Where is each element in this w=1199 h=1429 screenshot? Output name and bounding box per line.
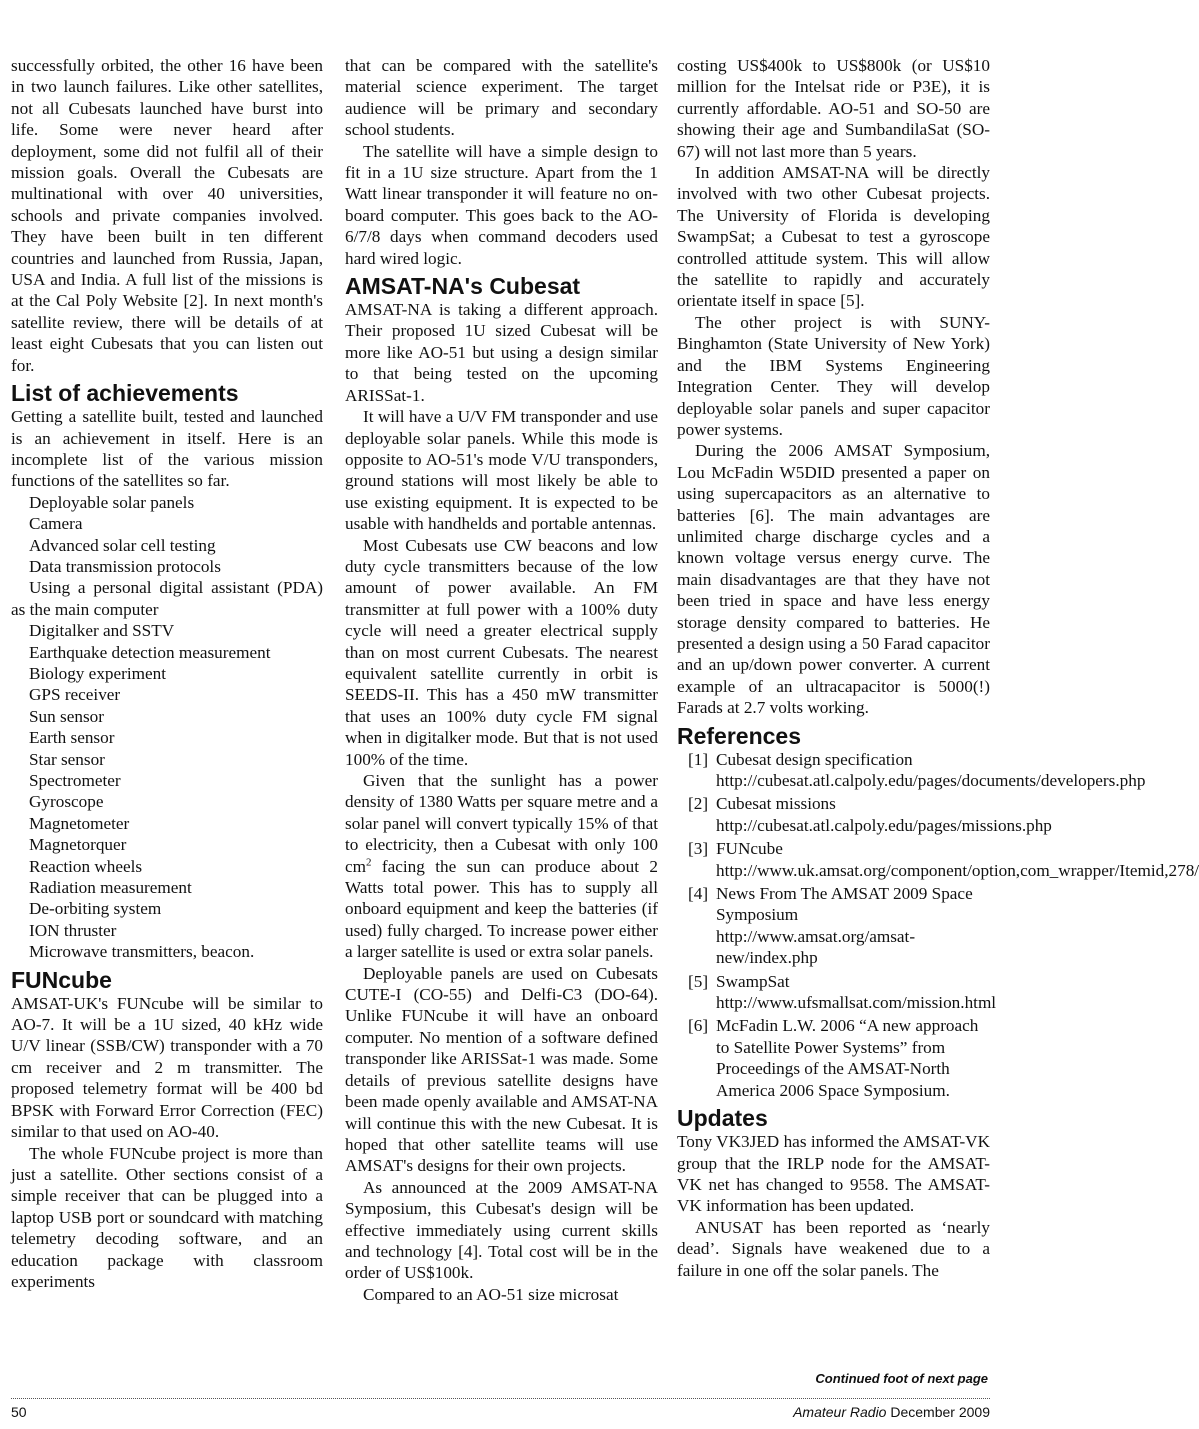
achievements-heading: List of achievements <box>11 380 239 407</box>
list-item: Star sensor <box>29 749 105 769</box>
list-item: ION thruster <box>29 920 117 940</box>
list-item: Deployable solar panels <box>29 492 195 512</box>
footer-divider <box>11 1398 990 1399</box>
references-list <box>677 749 1199 1102</box>
list-item: Data transmission protocols <box>29 556 221 576</box>
publication-footer <box>793 1404 990 1420</box>
list-item: Radiation measurement <box>29 878 192 898</box>
list-item: Earth sensor <box>29 728 115 748</box>
list-item: Camera <box>29 514 83 534</box>
intro-paragraph: successfully orbited, the other 16 have been in two launch failures. Like other satellites, not all Cubesats launched have burst into life. Some were never heard after deployment, some did not fulfil all of their mission goals. Overall the Cubesats are multinational with over 40 universities, schools and private companies involved. They have been built in ten different countries and launched from Russia, Japan, USA and India. A full list of the missions is at the Cal Poly Website [2]. In next month's satellite review, there will be details of at least eight Cubesats that you can listen out for. <box>11 56 323 375</box>
paragraph: In addition AMSAT-NA will be directly involved with two other Cubesat projects. The University of Florida is developing SwampSat; a Cubesat to test a gyroscope controlled attitude system. This will allow the satellite to rapidly and accurately orientate itself in space [5]. <box>677 163 990 311</box>
paragraph: ANUSAT has been reported as ‘nearly dead’. Signals have weakened due to a failure in one off the solar panels. The <box>677 1217 990 1280</box>
amsat-na-cubesat-heading: AMSAT-NA's Cubesat <box>345 273 581 300</box>
list-item: De-orbiting system <box>29 899 162 919</box>
paragraph: The satellite will have a simple design to fit in a 1U size structure. Apart from the 1 Watt linear transponder it will feature no on-board computer. This goes back to the AO-6/7/8 days when command decoders used hard wired logic. <box>345 141 658 268</box>
list-item: Microwave transmitters, beacon. <box>29 942 255 962</box>
reference-item: [1] Cubesat design specification http://cubesat.atl.calpoly.edu/pages/documents/developers.php <box>688 749 1146 790</box>
paragraph: As announced at the 2009 AMSAT-NA Symposium, this Cubesat's design will be effective immediately using current skills and technology [4]. Total cost will be in the order of US$100k. <box>345 1177 658 1283</box>
paragraph: The other project is with SUNY-Binghamton (State University of New York) and the IBM Systems Engineering Integration Center. They will develop deployable solar panels and super capacitor power systems. <box>677 312 990 439</box>
reference-item: [5] SwampSat http://www.ufsmallsat.com/mission.html <box>688 971 997 1013</box>
continued-note: Continued foot of next page <box>815 1371 988 1386</box>
list-item: Magnetometer <box>29 813 130 833</box>
list-item: GPS receiver <box>29 685 121 705</box>
list-item: Digitalker and SSTV <box>29 621 175 641</box>
paragraph: Most Cubesats use CW beacons and low duty cycle transmitters because of the low amount of power available. An FM transmitter at full power with a 100% duty cycle will need a greater electrical supply than on most current Cubesats. The nearest equivalent satellite currently in orbit is SEEDS-II. This has a 450 mW transmitter that uses an 100% duty cycle FM signal when in digitalker mode. But that is not used 100% of the time. <box>345 535 658 769</box>
magazine-title: Amateur Radio <box>793 1404 887 1420</box>
paragraph: AMSAT-NA is taking a different approach. Their proposed 1U sized Cubesat will be more like AO-51 but using a design similar to that being tested on the upcoming ARISSat-1. <box>345 300 658 405</box>
superscript: 2 <box>366 855 372 868</box>
achievements-intro: Getting a satellite built, tested and launched is an achievement in itself. Here is an incomplete list of the various mission functions of the satellites so far. <box>11 407 323 491</box>
list-item: Reaction wheels <box>29 856 143 876</box>
reference-item: [3] FUNcube http://www.uk.amsat.org/component/option,com_wrapper/Itemid,278/ <box>688 839 1199 880</box>
list-item: Earthquake detection measurement <box>29 642 271 662</box>
list-item: Biology experiment <box>29 663 166 683</box>
paragraph: that can be compared with the satellite's material science experiment. The target audience will be primary and secondary school students. <box>345 56 658 140</box>
reference-item: [6] McFadin L.W. 2006 “A new approach to Satellite Power Systems” from Proceedings of the AMSAT-North America 2006 Space Symposium. <box>688 1016 979 1100</box>
reference-item: [2] Cubesat missions http://cubesat.atl.calpoly.edu/pages/missions.php <box>688 794 1052 835</box>
list-item: Advanced solar cell testing <box>29 535 216 555</box>
references-heading: References <box>677 722 802 749</box>
updates-heading: Updates <box>677 1105 768 1132</box>
funcube-paragraph-1: AMSAT-UK's FUNcube will be similar to AO-7. It will be a 1U sized, 40 kHz wide U/V linear (SSB/CW) transponder with a 70 cm receiver and 2 m transmitter. The proposed telemetry format will be 400 bd BPSK with Forward Error Correction (FEC) similar to that used on AO-40. <box>11 993 323 1142</box>
issue-date: December 2009 <box>890 1404 990 1420</box>
paragraph: Given that the sunlight has a power density of 1380 Watts per square metre and a solar panel will convert typically 15% of that to electricity, then a Cubesat with only 100 $cm^2$ facing the sun can produce about 2 Watts total power. This has to supply all onboard equipment and keep the batteries (if used) fully charged. To increase power either a larger satellite is used or extra solar panels. <box>345 771 658 962</box>
paragraph: During the 2006 AMSAT Symposium, Lou McFadin W5DID presented a paper on using supercapacitors as an alternative to batteries [6]. The main advantages are unlimited charge discharge cycles and a known voltage versus energy curve. The main disadvantages are that they have not been tried in space and have less energy storage density compared to batteries. He presented a design using a 50 Farad capacitor and an up/down power converter. A current example of an ultracapacitor is 5000(!) Farads at 2.7 volts working. <box>677 441 990 718</box>
funcube-heading: FUNcube <box>11 966 112 993</box>
paragraph: Deployable panels are used on Cubesats CUTE-I (CO-55) and Delfi-C3 (DO-64). Unlike FUNcube it will have an onboard computer. No mention of a software defined transponder like ARISSat-1 was made. Some details of previous satellite designs have been made openly available and AMSAT-NA will continue this with the new Cubesat. It is hoped that other satellite teams will use AMSAT's designs for their own projects. <box>345 963 658 1176</box>
list-item: Using a personal digital assistant (PDA) as the main computer <box>11 578 323 619</box>
column-1 <box>11 55 323 1292</box>
list-item: Sun sensor <box>29 706 104 726</box>
column-3 <box>677 55 1199 1281</box>
reference-item: [4] News From The AMSAT 2009 Space Symposium http://www.amsat.org/amsat-new/index.php <box>688 884 973 968</box>
paragraph: Compared to an AO-51 size microsat <box>363 1284 619 1304</box>
paragraph: costing US$400k to US$800k (or US$10 million for the Intelsat ride or P3E), it is currently affordable. AO-51 and SO-50 are showing their age and SumbandilaSat (SO-67) will not last more than 5 years. <box>677 56 990 161</box>
list-item: Magnetorquer <box>29 835 127 855</box>
paragraph: Tony VK3JED has informed the AMSAT-VK group that the IRLP node for the AMSAT-VK net has changed to 9558. The AMSAT-VK information has been updated. <box>677 1132 990 1216</box>
page-number: 50 <box>11 1404 27 1420</box>
list-item: Spectrometer <box>29 771 121 790</box>
funcube-paragraph-2: The whole FUNcube project is more than just a satellite. Other sections consist of a simple receiver that can be plugged into a laptop USB port or soundcard with matching telemetry decoding software, and an education package with classroom experiments <box>11 1143 323 1291</box>
achievements-list <box>11 492 323 963</box>
column-2 <box>345 55 658 1305</box>
paragraph: It will have a U/V FM transponder and use deployable solar panels. While this mode is opposite to AO-51's mode V/U transponders, ground stations will most likely be able to use existing equipment. It is expected to be usable with handhelds and portable antennas. <box>345 407 658 534</box>
list-item: Gyroscope <box>29 792 104 812</box>
